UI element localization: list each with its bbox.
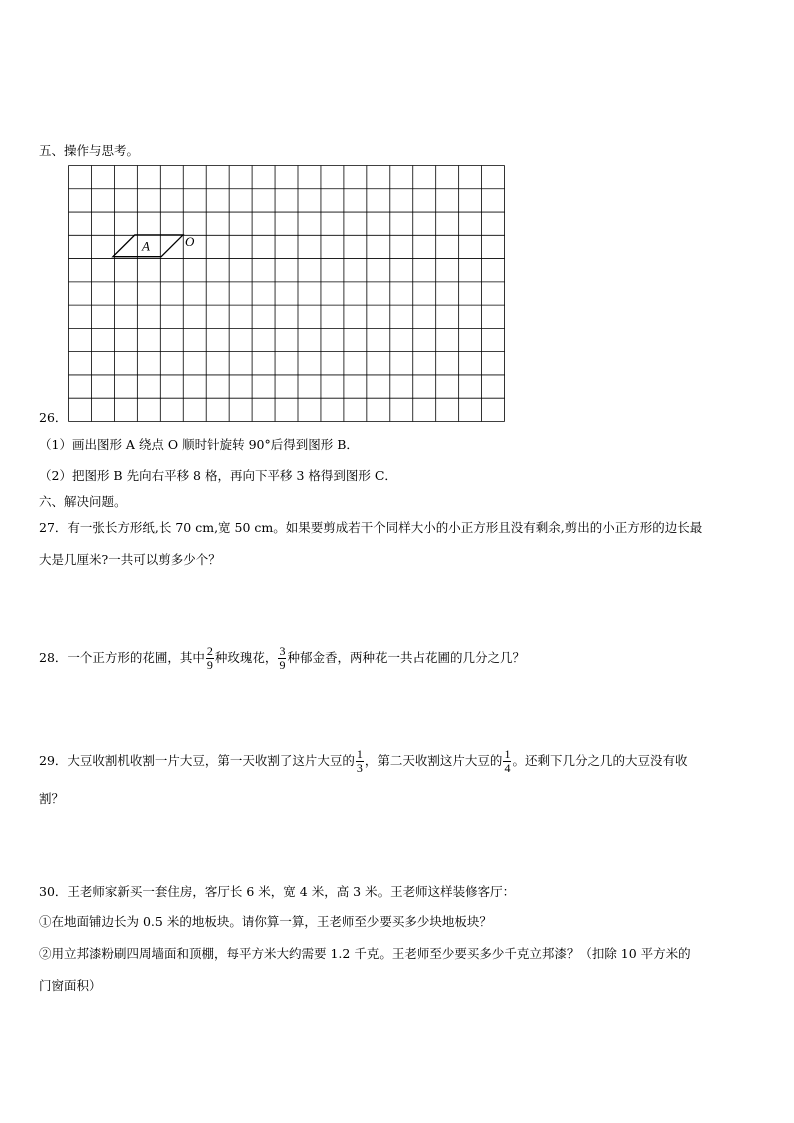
grid-figure — [66, 163, 506, 425]
shape-a-label: A — [142, 238, 150, 254]
q27-line2: 大是几厘米?一共可以剪多少个？ — [39, 552, 221, 567]
fraction-1-3: $\frac{1}{3}$ — [356, 747, 363, 775]
q29-suffix: 。还剩下几分之几的大豆没有收 — [512, 753, 688, 768]
q29 — [39, 747, 687, 775]
fraction-1-4: $\frac{1}{4}$ — [504, 747, 511, 775]
q26-part2: （2）把图形 B 先向右平移 8 格，再向下平移 3 格得到图形 C． — [39, 468, 397, 483]
q29-mid: ，第二天收割这片大豆的 — [364, 753, 503, 768]
q28-mid: 种玫瑰花， — [214, 650, 278, 665]
q30-line1: 30．王老师家新买一套住房，客厅长 6 米，宽 4 米，高 3 米。王老师这样装修客厅： — [39, 884, 516, 899]
q30-line2: ①在地面铺边长为 0.5 米的地板块。请你算一算，王老师至少要买多少块地板块？ — [39, 914, 492, 929]
q28 — [39, 644, 525, 672]
q29-prefix: 29．大豆收割机收割一片大豆，第一天收割了这片大豆的 — [39, 753, 355, 768]
section5-title: 五、操作与思考。 — [39, 143, 140, 158]
q26-part1: （1）画出图形 A 绕点 O 顺时针旋转 90°后得到图形 B． — [39, 437, 359, 452]
q26-number: 26． — [39, 410, 68, 425]
section6-title: 六、解决问题。 — [39, 494, 127, 509]
q28-prefix: 28．一个正方形的花圃，其中 — [39, 650, 205, 665]
q29-line2: 割？ — [39, 791, 65, 806]
q30-line3: ②用立邦漆粉刷四周墙面和顶棚，每平方米大约需要 1.2 千克。王老师至少要买多少千克立邦漆？（扣除 10 平方米的 — [39, 946, 691, 961]
point-o-label: O — [185, 234, 195, 249]
fraction-3-9: $\frac{3}{9}$ — [279, 644, 286, 672]
fraction-2-9: $\frac{2}{9}$ — [206, 644, 213, 672]
q27-line1: 27．有一张长方形纸,长 70 cm,宽 50 cm。如果要剪成若干个同样大小的小正方形且没有剩余,剪出的小正方形的边长最 — [39, 520, 703, 535]
q30-line4: 门窗面积） — [39, 978, 102, 993]
q28-suffix: 种郁金香，两种花一共占花圃的几分之几？ — [287, 650, 525, 665]
